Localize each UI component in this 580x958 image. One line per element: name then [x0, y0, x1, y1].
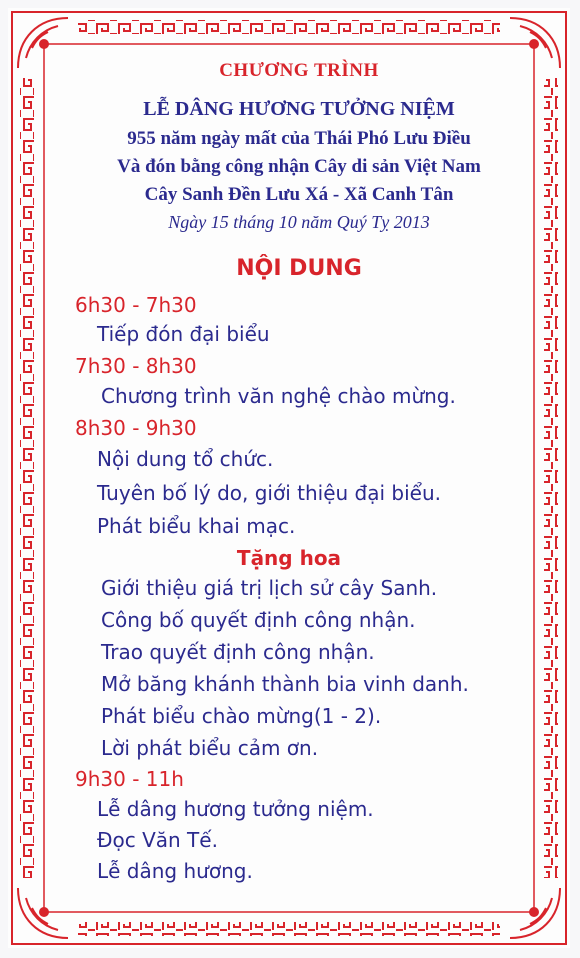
program-title: CHƯƠNG TRÌNH: [219, 60, 379, 81]
program-card: [8, 8, 570, 948]
event-date: Ngày 15 tháng 10 năm Quý Tỵ 2013: [168, 212, 430, 232]
time-slot-1: 6h30 - 7h30: [75, 293, 197, 317]
schedule-item: Phát biểu chào mừng(1 - 2).: [101, 704, 382, 728]
schedule-item: Tuyên bố lý do, giới thiệu đại biểu.: [97, 481, 441, 505]
location-line: Cây Sanh Đền Lưu Xá - Xã Canh Tân: [144, 184, 454, 205]
heritage-line: Và đón bằng công nhận Cây di sản Việt Nam: [117, 156, 481, 177]
schedule-item: Nội dung tổ chức.: [97, 447, 274, 471]
section-title: NỘI DUNG: [236, 256, 362, 281]
schedule-item: Chương trình văn nghệ chào mừng.: [101, 384, 456, 408]
schedule-item: Lễ dâng hương.: [97, 859, 253, 883]
schedule-item: Tiếp đón đại biểu: [97, 322, 270, 346]
schedule-item: Giới thiệu giá trị lịch sử cây Sanh.: [101, 576, 438, 600]
subheading-flowers: Tặng hoa: [236, 546, 342, 570]
schedule-item: Trao quyết định công nhận.: [101, 640, 375, 664]
schedule-item: Lễ dâng hương tưởng niệm.: [97, 797, 374, 821]
schedule-item: Phát biểu khai mạc.: [97, 514, 296, 538]
ceremony-title: LỄ DÂNG HƯƠNG TƯỞNG NIỆM: [143, 98, 455, 120]
schedule-item: Mở băng khánh thành bia vinh danh.: [101, 672, 469, 696]
schedule-item: Công bố quyết định công nhận.: [101, 608, 416, 632]
time-slot-4: 9h30 - 11h: [75, 767, 184, 791]
schedule-item: Lời phát biểu cảm ơn.: [101, 736, 319, 760]
time-slot-2: 7h30 - 8h30: [75, 354, 197, 378]
anniversary-line: 955 năm ngày mất của Thái Phó Lưu Điều: [127, 128, 471, 149]
schedule-item: Đọc Văn Tế.: [97, 828, 218, 852]
time-slot-3: 8h30 - 9h30: [75, 416, 197, 440]
